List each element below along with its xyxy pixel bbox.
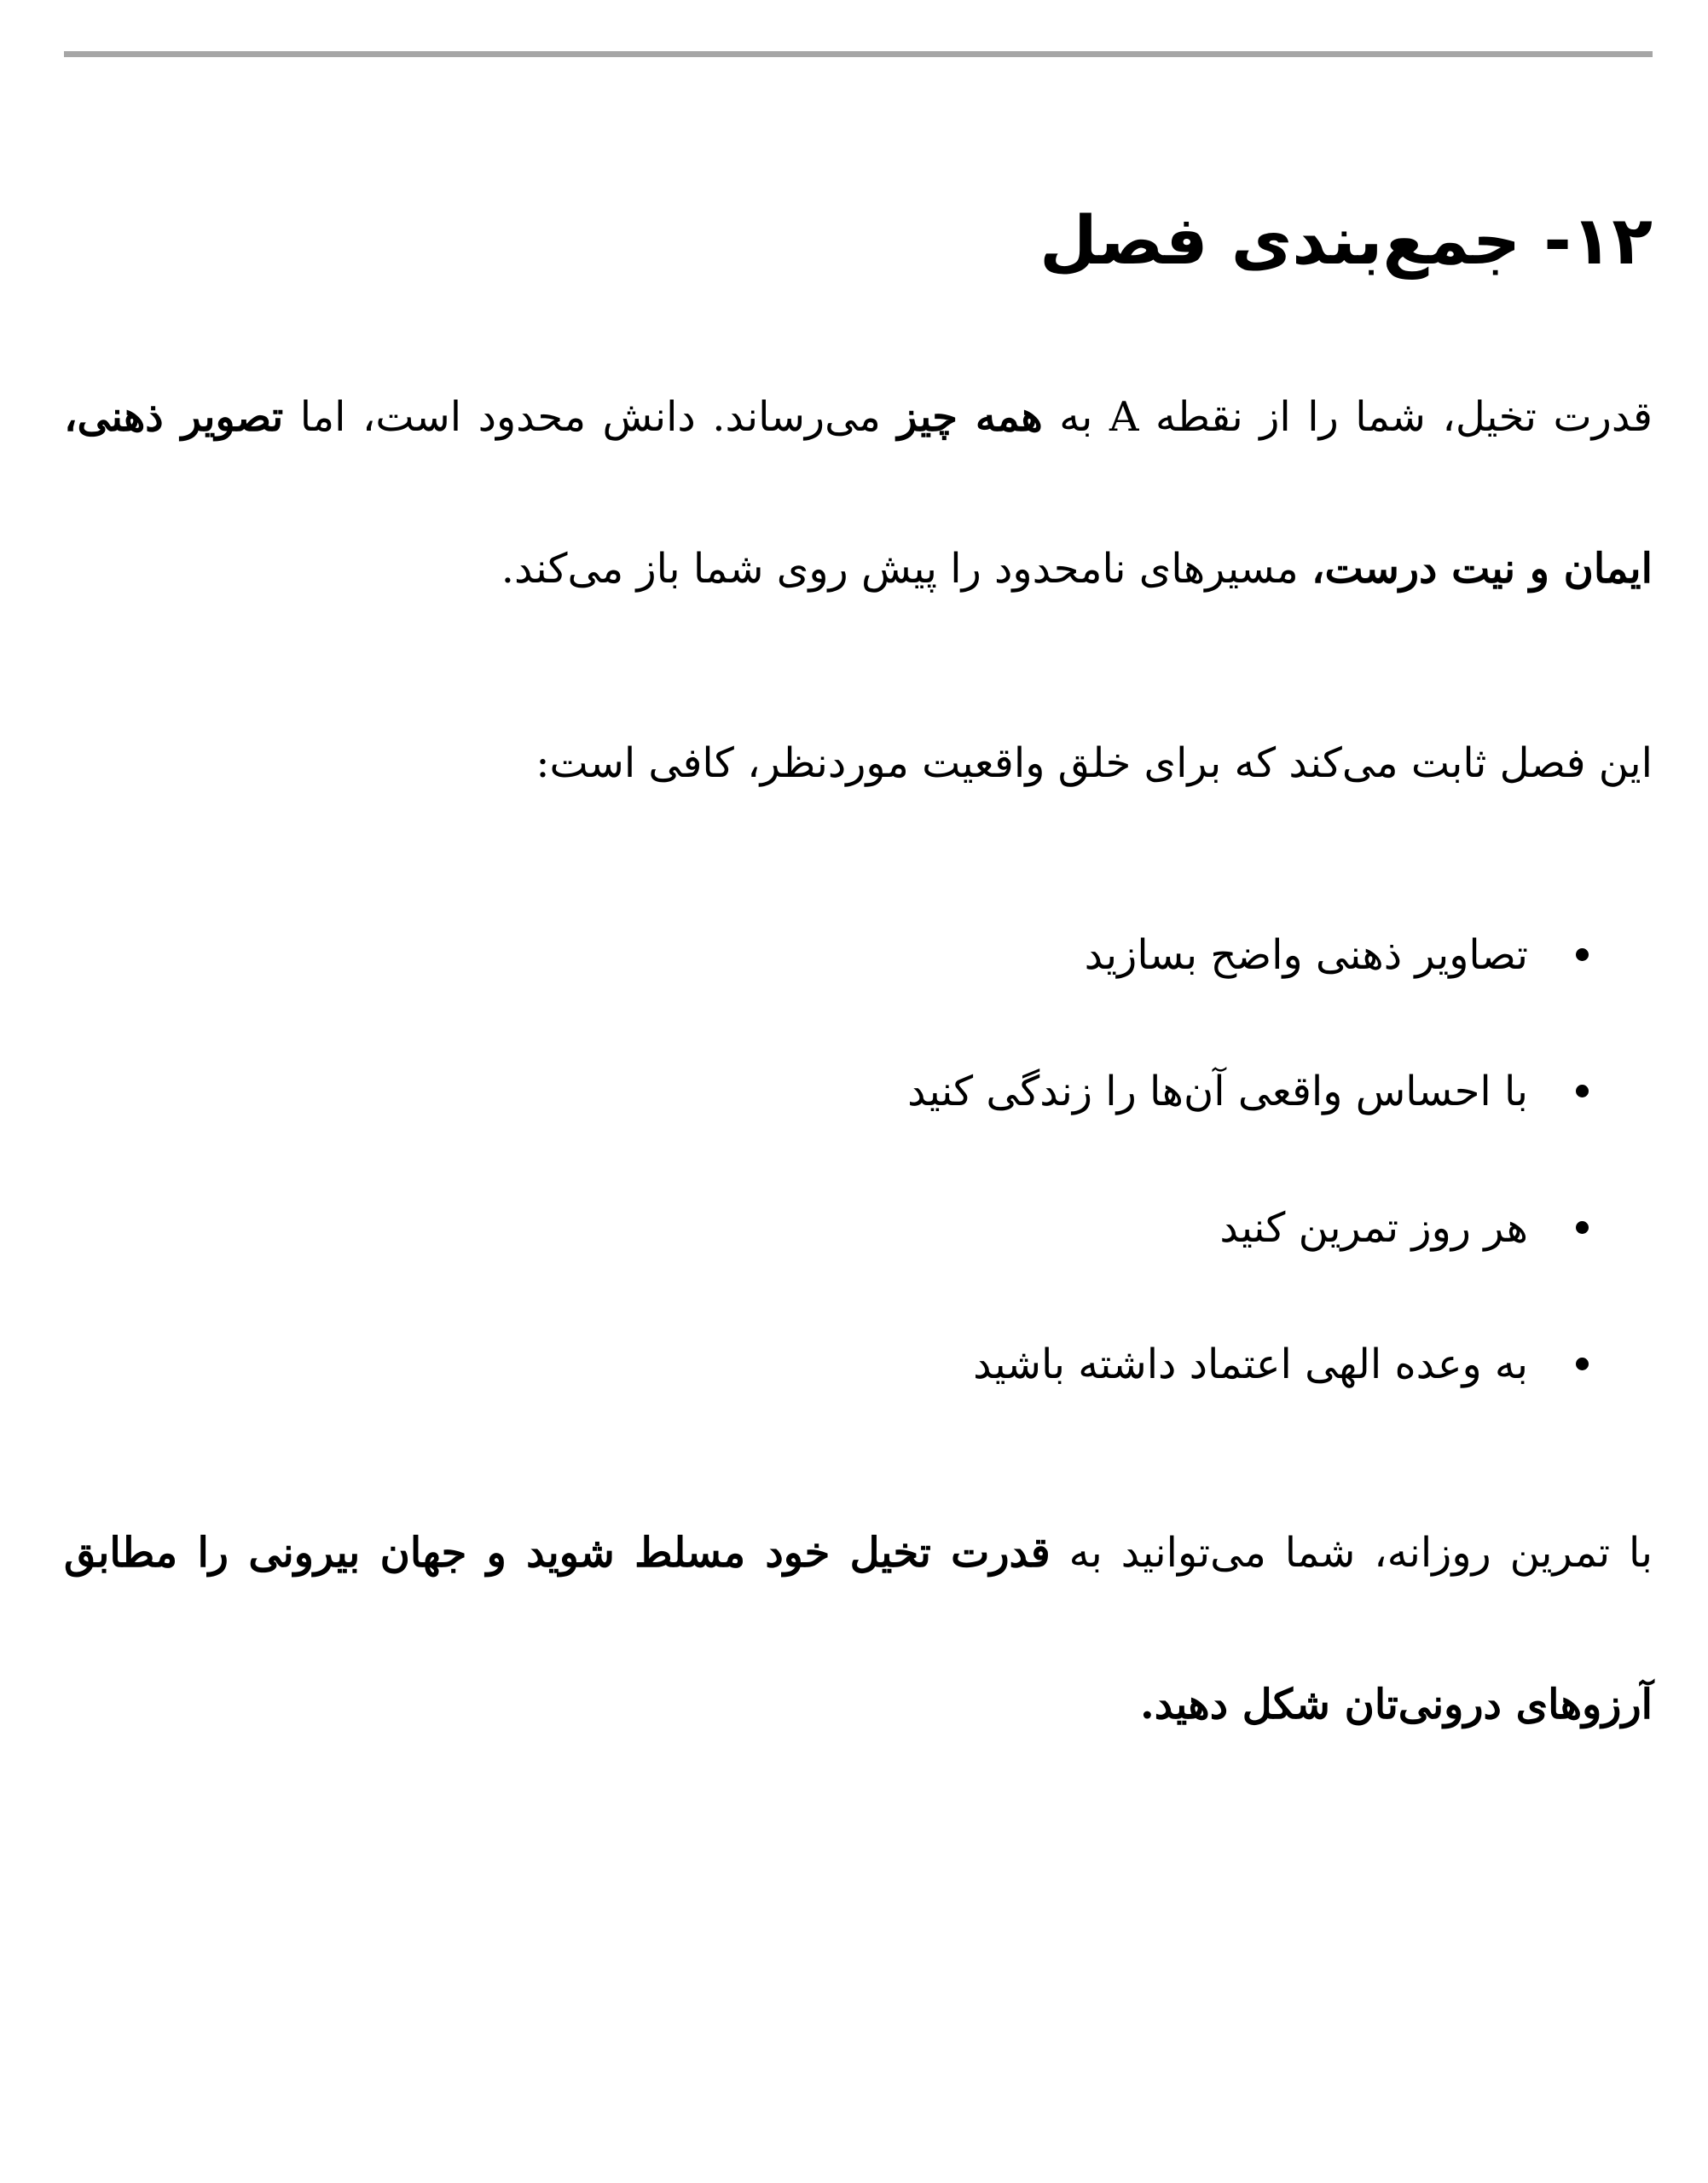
bullet-icon: [1576, 948, 1589, 961]
list-item: [907, 1045, 1653, 1181]
closing-bold: قدرت تخیل خود مسلط شوید و جهان بیرونی را مطابق آرزوهای درونی‌تان شکل دهید.: [64, 1529, 1653, 1728]
intro-bold-2: تصویر ذهنی، ایمان و نیت درست،: [64, 393, 1653, 593]
intro-text-3: می‌رساند. دانش محدود است، اما: [283, 393, 898, 441]
chapter-summary-heading: ۱۲- جمع‌بندی فصل: [1039, 203, 1653, 280]
intro-paragraph: [64, 341, 1653, 645]
top-rule: [64, 51, 1653, 57]
closing-text: با تمرین روزانه، شما می‌توانید به: [1050, 1529, 1653, 1577]
bullet-icon: [1576, 1221, 1589, 1234]
list-item-text: هر روز تمرین کنید: [1219, 1204, 1528, 1252]
bullet-icon: [1576, 1358, 1589, 1370]
lead-in-paragraph: این فصل ثابت می‌کند که برای خلق واقعیت موردنظر، کافی است:: [536, 739, 1653, 787]
intro-text-2: به: [1042, 393, 1109, 441]
point-a-label: A: [1109, 393, 1139, 441]
closing-paragraph: [64, 1477, 1653, 1781]
list-item: [907, 908, 1653, 1045]
intro-bold-1: همه چیز: [897, 393, 1043, 441]
bullet-list: [907, 908, 1653, 1454]
list-item-text: با احساس واقعی آن‌ها را زندگی کنید: [907, 1068, 1528, 1115]
list-item-text: به وعده الهی اعتماد داشته باشید: [973, 1340, 1528, 1388]
intro-text-1: قدرت تخیل، شما را از نقطه: [1138, 393, 1653, 441]
bullet-icon: [1576, 1085, 1589, 1097]
intro-text-4: مسیرهای نامحدود را پیش روی شما باز می‌کند.: [501, 545, 1311, 593]
list-item-text: تصاویر ذهنی واضح بسازید: [1084, 931, 1528, 979]
list-item: [907, 1181, 1653, 1317]
list-item: [907, 1317, 1653, 1454]
